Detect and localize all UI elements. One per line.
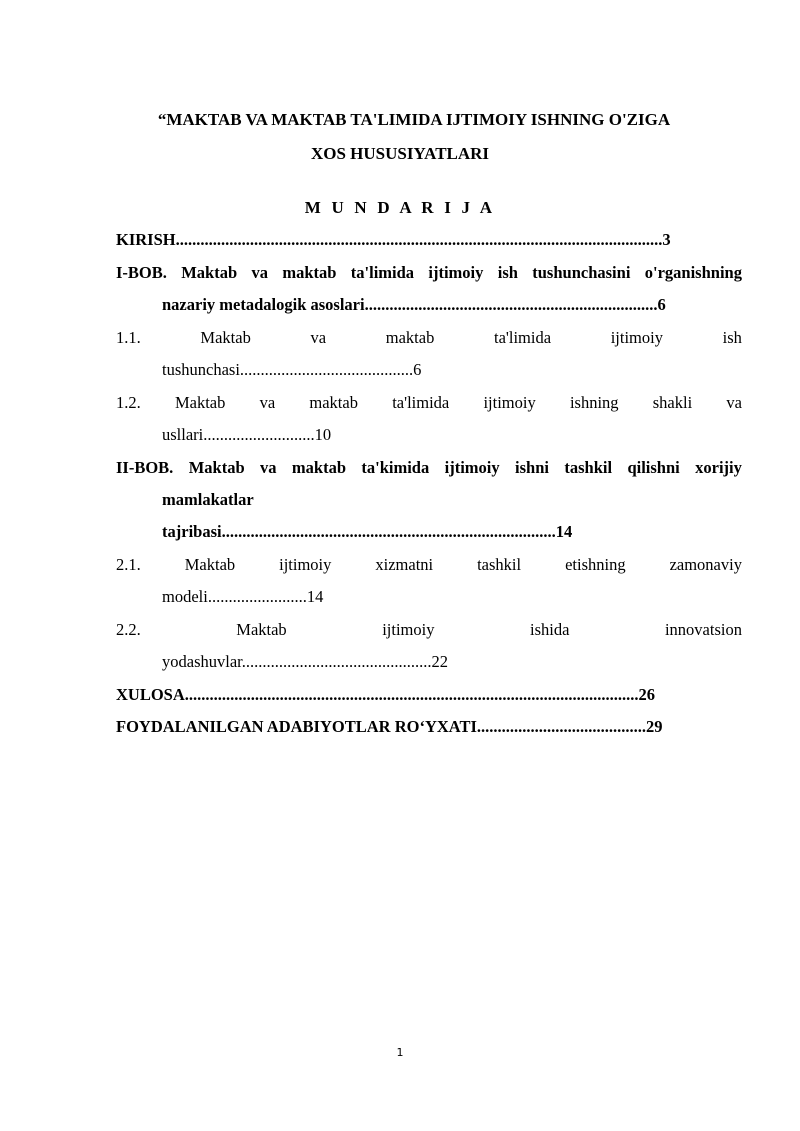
toc-word: shakli xyxy=(652,393,693,412)
toc-word: tashkil xyxy=(564,458,613,477)
toc-entry-2-1-line1 xyxy=(116,555,742,575)
page-number: 1 xyxy=(396,1046,404,1059)
toc-word: va xyxy=(251,263,268,282)
toc-word: Maktab xyxy=(181,263,238,282)
toc-word: Maktab xyxy=(174,393,226,412)
toc-word: xorijiy xyxy=(695,458,742,477)
toc-word: va xyxy=(259,393,276,412)
toc-word: ish xyxy=(722,328,742,347)
toc-word: etishning xyxy=(565,555,626,574)
toc-word: maktab xyxy=(291,458,346,477)
toc-entry-bob2-line3: tajribasi.................................................................................14 xyxy=(162,522,573,541)
toc-word: maktab xyxy=(282,263,337,282)
toc-word: ijtimoiy xyxy=(428,263,484,282)
toc-word: ta'limida xyxy=(392,393,450,412)
toc-word: ijtimoiy xyxy=(444,458,500,477)
toc-entry-kirish: KIRISH......................................................................................................................3 xyxy=(116,230,671,249)
toc-entry-bob2-line1 xyxy=(116,458,742,478)
toc-word: ta'kimida xyxy=(361,458,430,477)
toc-word: maktab xyxy=(309,393,358,412)
toc-word: Maktab xyxy=(236,620,287,639)
toc-entry-1-2-line1 xyxy=(116,393,742,413)
toc-word: va xyxy=(260,458,277,477)
toc-word: ijtimoiy xyxy=(483,393,536,412)
toc-word: o'rganishning xyxy=(644,263,742,282)
toc-word: 2.1. xyxy=(116,555,141,574)
toc-word: II-BOB. xyxy=(116,458,174,477)
toc-word: ishning xyxy=(569,393,619,412)
toc-word: Maktab xyxy=(184,555,236,574)
toc-word: xizmatni xyxy=(375,555,434,574)
document-title-line2: XOS HUSUSIYATLARI xyxy=(310,144,490,163)
toc-entry-bob1-line2: nazariy metadalogik asoslari.......................................................................6 xyxy=(162,295,666,314)
toc-word: 1.1. xyxy=(116,328,141,347)
toc-word: ishida xyxy=(530,620,570,639)
toc-word: zamonaviy xyxy=(669,555,742,574)
toc-word: ishni xyxy=(515,458,549,477)
toc-entry-foydalanilgan: FOYDALANILGAN ADABIYOTLAR RO‘YXATI.........................................29 xyxy=(116,717,663,736)
toc-entry-bob2-line2: mamlakatlar xyxy=(162,490,254,509)
toc-word: ijtimoiy xyxy=(610,328,663,347)
toc-heading: M U N D A R I J A xyxy=(304,198,496,217)
toc-word: maktab xyxy=(385,328,435,347)
toc-word: I-BOB. xyxy=(116,263,167,282)
toc-entry-2-1-line2: modeli........................14 xyxy=(162,587,324,606)
toc-entry-1-2-line2: usllari...........................10 xyxy=(162,425,332,444)
toc-word: va xyxy=(726,393,742,412)
toc-word: qilishni xyxy=(627,458,680,477)
toc-word: tashkil xyxy=(477,555,522,574)
toc-word: va xyxy=(310,328,327,347)
toc-entry-xulosa: XULOSA..............................................................................................................26 xyxy=(116,685,656,704)
toc-word: ish xyxy=(497,263,518,282)
document-title-line1: “MAKTAB VA MAKTAB TA'LIMIDA IJTIMOIY ISHNING O'ZIGA xyxy=(157,110,671,129)
toc-word: Maktab xyxy=(200,328,251,347)
toc-entry-2-2-line2: yodashuvlar..............................................22 xyxy=(162,652,448,671)
toc-word: ijtimoiy xyxy=(279,555,332,574)
toc-word: ta'limida xyxy=(494,328,552,347)
toc-word: ta'limida xyxy=(350,263,415,282)
toc-word: ijtimoiy xyxy=(382,620,435,639)
toc-word: innovatsion xyxy=(664,620,742,639)
toc-word: Maktab xyxy=(188,458,245,477)
toc-entry-2-2-line1 xyxy=(116,620,742,640)
toc-entry-bob1-line1 xyxy=(116,263,742,283)
toc-word: tushunchasini xyxy=(532,263,631,282)
toc-entry-1-1-line1 xyxy=(116,328,742,348)
toc-entry-1-1-line2: tushunchasi..........................................6 xyxy=(162,360,422,379)
toc-word: 2.2. xyxy=(116,620,141,639)
toc-word: 1.2. xyxy=(116,393,141,412)
